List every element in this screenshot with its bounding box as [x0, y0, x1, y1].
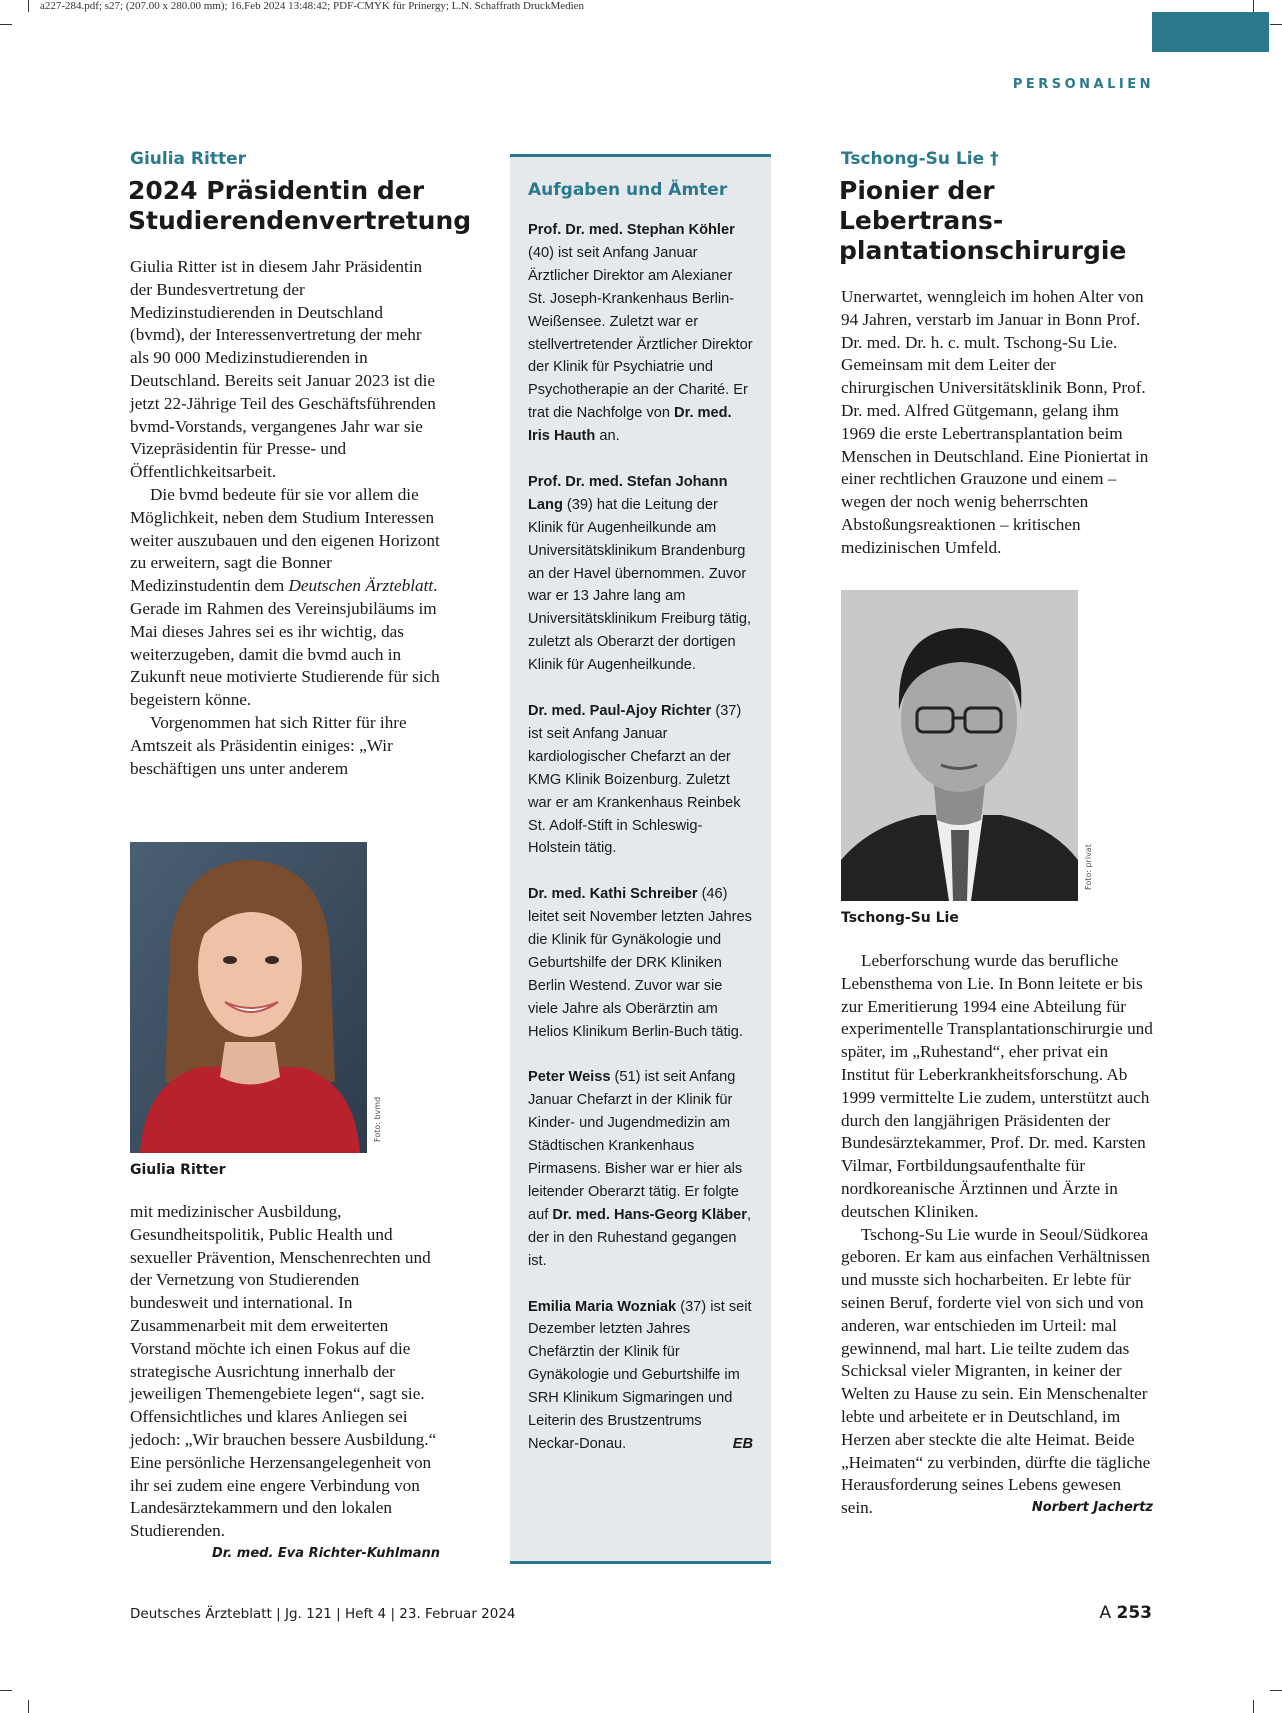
photo-credit: Foto: privat	[1084, 844, 1093, 890]
sidebar-signature: EB	[732, 1435, 753, 1452]
paragraph	[130, 484, 440, 712]
crop-mark	[1270, 1690, 1282, 1691]
headline-line: 2024 Präsidentin der	[128, 176, 425, 205]
portrait-photo-tschong-su-lie	[841, 590, 1078, 901]
sidebar-entry	[528, 1066, 753, 1272]
entry-text: (40) ist seit Anfang Januar Ärztlicher Direktor am Alexianer St. Joseph-Krankenhaus Berlin-Weißensee. Zuletzt war er stellvertretender Ärztlicher Direktor der Klinik für Psychiatrie und Psychotherapie an der Charité. Er trat die Nachfolge von	[528, 244, 753, 422]
article-author: Norbert Jachertz	[1031, 1500, 1153, 1516]
publication-name: Deutschen Ärzteblatt	[288, 576, 434, 596]
photo-credit: Foto: bvmd	[373, 1096, 382, 1142]
page-number	[1099, 1603, 1152, 1623]
person-name: Dr. med. Kathi Schreiber	[528, 886, 698, 903]
sidebar-title: Aufgaben und Ämter	[528, 180, 728, 200]
article-body	[841, 286, 1153, 560]
paragraph: Giulia Ritter ist in diesem Jahr Präsidentin der Bundesvertretung der Medizinstudierenden in Deutschland (bvmd), der Interessenvertretung der mehr als 90 000 Medizinstudierenden in Deutschland. Bereits seit Januar 2023 ist die jetzt 22-Jährige Teil des Geschäftsführenden bvmd-Vorstands, vergangenes Jahr war sie Vizepräsidentin für Presse- und Öffentlichkeitsarbeit.	[130, 257, 436, 482]
paragraph	[130, 1201, 440, 1561]
entry-text: (37) ist seit Dezember letzten Jahres Chefärztin der Klinik für Gynäkologie und Geburtshilfe im SRH Klinikum Sigmaringen und Leiterin des Brustzentrums Neckar-Donau.	[528, 1298, 752, 1452]
photo-figure	[841, 590, 1093, 927]
article-kicker: Tschong-Su Lie †	[841, 149, 999, 169]
person-name: Peter Weiss	[528, 1069, 611, 1086]
entry-text: (46) leitet seit November letzten Jahres die Klinik für Gynäkologie und Geburtshilfe der DRK Kliniken Berlin Westend. Zuvor war sie viele Jahre als Oberärztin am Helios Klinikum Berlin-Buch tätig.	[528, 886, 752, 1040]
paragraph-text: Die bvmd bedeute für sie vor allem die Möglichkeit, neben dem Studium Interessen weiter auszubauen und den eigenen Horizont zu erweitern, sagt die Bonner Medizinstudentin dem	[130, 484, 440, 596]
crop-mark	[28, 0, 29, 12]
person-name: Emilia Maria Wozniak	[528, 1298, 677, 1315]
sidebar-entry	[528, 219, 753, 448]
crop-mark	[0, 24, 12, 25]
article-tschong-su-lie	[839, 148, 1153, 1518]
entry-text: (39) hat die Leitung der Klinik für Augenheilkunde am Universitätsklinikum Brandenburg an der Havel übernommen. Zuvor war er 13 Jahre lang am Universitätsklinikum Freiburg tätig, zuletzt als Oberarzt der dortigen Klinik für Augenheilkunde.	[528, 496, 752, 674]
person-name: Dr. med. Paul-Ajoy Richter	[528, 703, 712, 719]
photo-caption: Tschong-Su Lie	[841, 910, 959, 926]
paragraph-text: Tschong-Su Lie wurde in Seoul/Südkorea geboren. Er kam aus einfachen Verhältnissen und musste sich hocharbeiten. Er lebte für seinen Beruf, forderte viel von sich und von anderen, war entschieden im Urteil: mal gewinnend, mal hart. Lie teilte zudem das Schicksal vieler Migranten, in keiner der Welten zu Hause zu sein. Ein Menschenalter lebte und arbeitete er in Deutschland, im Herzen aber steckte die alte Heimat. Beide „Heimaten“ zu verbinden, dürfte die tägliche Herausforderung seines Lebens gewesen sein.	[841, 1224, 1151, 1518]
person-name: Prof. Dr. med. Stephan Köhler	[528, 222, 735, 238]
photo-caption: Giulia Ritter	[130, 1162, 226, 1178]
sidebar-aufgaben-und-aemter	[510, 154, 771, 1564]
section-label: PERSONALIEN	[1012, 77, 1154, 92]
portrait-photo-giulia-ritter	[130, 842, 367, 1153]
sidebar-entry	[528, 1296, 753, 1456]
entry-text: , der in den Ruhestand gegangen ist.	[528, 1206, 752, 1269]
sidebar-entry	[528, 700, 753, 860]
entry-text: (51) ist seit Anfang Januar Chefarzt in der Klinik für Kinder- und Jugendmedizin am Städtischen Krankenhaus Pirmasens. Bisher war er hier als leitender Oberarzt tätig. Er folgte auf	[528, 1069, 743, 1223]
article-body-continued	[841, 950, 1153, 1520]
article-body-continued	[130, 1201, 440, 1566]
photo-figure	[130, 842, 382, 1179]
paragraph-text: mit medizinischer Ausbildung, Gesundheitspolitik, Public Health und sexueller Prävention, Menschenrechten und der Vernetzung von Studierenden bundesweit und international. In Zusammenarbeit mit dem erweiterten Vorstand möchte ich einen Fokus auf die strategische Ausrichtung innerhalb der jeweiligen Themengebiete legen“, sagt sie. Offensichtliches und klares Anliegen sei jedoch: „Wir brauchen bessere Ausbildung.“ Eine persönliche Herzensangelegenheit von ihr sei zudem eine engere Verbindung von Landesärztekammern und den lokalen Studierenden.	[130, 1202, 437, 1541]
section-color-bar	[1152, 12, 1269, 52]
paragraph: Leberforschung wurde das berufliche Lebensthema von Lie. In Bonn leitete er bis zur Emeritierung 1994 eine Abteilung für experimentelle Transplantationschirurgie und später, im „Ruhestand“, eher privat ein Institut für Leberkrankheitsforschung. Ab 1999 vermittelte Lie zudem, unterstützt auch durch den langjährigen Präsidenten der Bundesärztekammer, Prof. Dr. med. Karsten Vilmar, Fortbildungsaufenthalte für nordkoreanische Ärztinnen und Ärzte in deutschen Kliniken.	[841, 951, 1153, 1221]
crop-mark	[1270, 24, 1282, 25]
sidebar-entry	[528, 471, 753, 677]
article-giulia-ritter	[128, 148, 472, 1561]
paragraph	[841, 1224, 1153, 1520]
sidebar-entry	[528, 883, 753, 1043]
paragraph: Unerwartet, wenngleich im hohen Alter von 94 Jahren, verstarb im Januar in Bonn Prof. Dr. med. Dr. h. c. mult. Tschong-Su Lie. Gemeinsam mit dem Leiter der chirurgischen Universitätsklinik Bonn, Prof. Dr. med. Alfred Gütgemann, gelang ihm 1969 die erste Lebertransplantation beim Menschen in Deutschland. Eine Pioniertat in einer rechtlichen Grauzone und einem – wegen der noch wenig beherrschten Abstoßungsreaktionen – kritischen medizinischen Umfeld.	[841, 287, 1149, 557]
article-headline	[839, 176, 1153, 266]
crop-mark	[1253, 0, 1254, 12]
page-prefix: A	[1099, 1603, 1117, 1623]
person-name: Dr. med. Hans-Georg Kläber	[552, 1206, 747, 1223]
article-kicker: Giulia Ritter	[130, 149, 247, 169]
person-name: Prof. Dr. med. Stefan Johann Lang	[528, 473, 728, 513]
journal-footer: Deutsches Ärzteblatt | Jg. 121 | Heft 4 | 23. Februar 2024	[130, 1606, 516, 1622]
entry-text: an.	[595, 428, 620, 445]
crop-mark	[0, 1690, 12, 1691]
crop-mark	[28, 1700, 29, 1713]
page-number-value: 253	[1116, 1603, 1152, 1623]
paragraph-text: . Gerade im Rahmen des Vereinsjubiläums im Mai dieses Jahres sei es ihr wichtig, das weiterzugeben, damit die bvmd auch in Zukunft neue motivierte Studierende für sich begeistern könne.	[130, 576, 440, 710]
person-name: Dr. med. Iris Hauth	[528, 405, 732, 445]
paragraph: Vorgenommen hat sich Ritter für ihre Amtszeit als Präsidentin einiges: „Wir beschäftigen uns unter anderem	[130, 712, 407, 778]
headline-line: Pionier der Lebertrans-	[839, 176, 1004, 235]
article-body	[130, 256, 440, 780]
crop-mark	[1253, 1700, 1254, 1713]
article-headline	[128, 176, 472, 236]
entry-text: (37) ist seit Anfang Januar kardiologischer Chefarzt an der KMG Klinik Boizenburg. Zuletzt war er am Krankenhaus Reinbek St. Adolf-Stift in Schleswig-Holstein tätig.	[528, 703, 742, 857]
article-author: Dr. med. Eva Richter-Kuhlmann	[211, 1545, 440, 1561]
print-metadata: a227-284.pdf; s27; (207.00 x 280.00 mm); 16.Feb 2024 13:48:42; PDF-CMYK für Prinergy; L.N. Schaffrath DruckMedien	[40, 0, 585, 12]
headline-line: plantationschirurgie	[839, 236, 1127, 265]
headline-line: Studierendenvertretung	[128, 206, 472, 235]
